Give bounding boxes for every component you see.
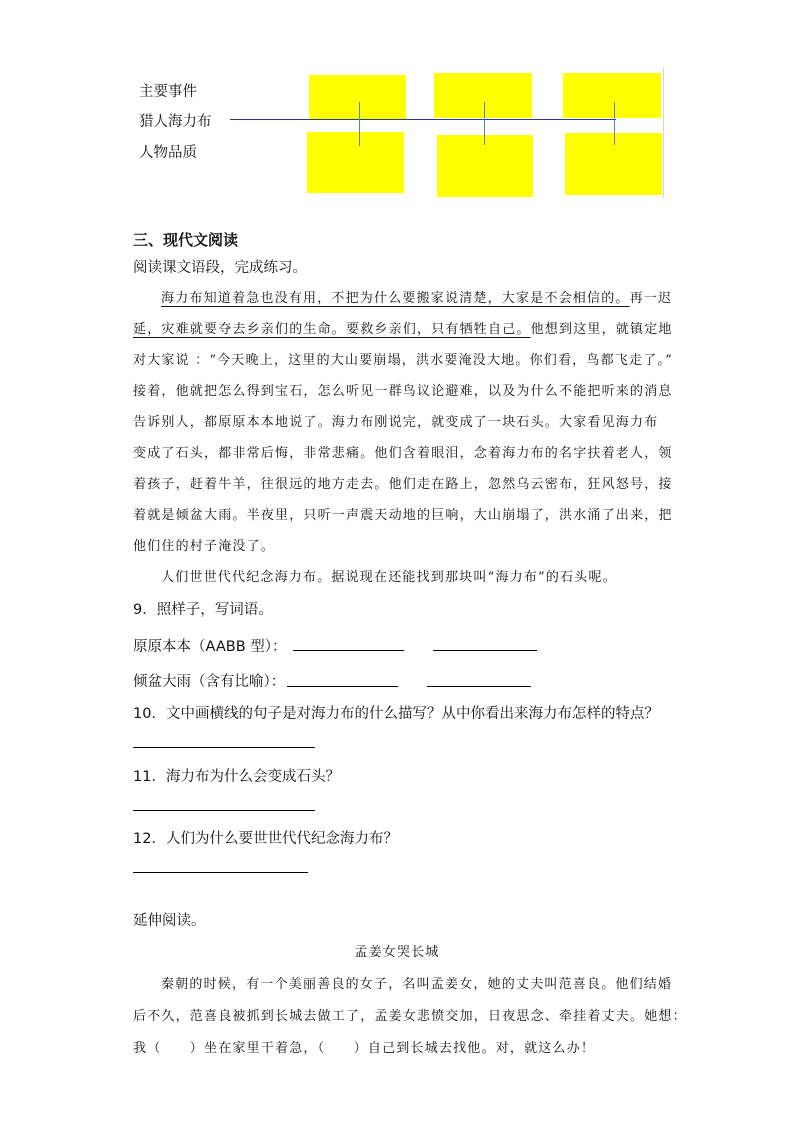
label-character-quality: 人物品质 <box>139 145 197 161</box>
passage-line-5: 告诉别人，都原原本本地说了。海力布刚说完，就变成了一块石头。大家看见海力布 <box>133 415 659 430</box>
extended-line-1: 秦朝的时候，有一个美丽善良的女子，名叫孟姜女，她的丈夫叫范喜良。他们结婚 <box>161 977 673 992</box>
question-11: 11．海力布为什么会变成石头？ <box>133 769 340 785</box>
passage-line-2: 延，灾难就要夺去乡亲们的生命。要救乡亲们，只有牺牲自己。他想到这里，就镇定地 <box>133 322 673 337</box>
section-instruction: 阅读课文语段，完成练习。 <box>133 260 307 276</box>
question-9b-label: 倾盆大雨（含有比喻）： <box>133 674 286 690</box>
passage-line-6: 变成了石头，都非常后悔，非常悲痛。他们含着眼泪，念着海力布的名字扶着老人，领 <box>133 446 673 461</box>
event-box-2 <box>434 73 532 118</box>
label-main-events: 主要事件 <box>139 84 197 100</box>
underlined-sentence-1: 海力布知道着急也没有用，不把为什么要搬家说清楚，大家是不会相信的。 <box>161 291 630 306</box>
question-9a-label: 原原本本（AABB 型）： <box>133 639 287 655</box>
passage-line-3: 对大家说 ：“今天晚上，这里的大山要崩塌，洪水要淹没大地。你们看，鸟都飞走了。” <box>133 353 673 368</box>
answer-line-9b-2[interactable] <box>427 686 531 687</box>
label-hunter-hailibu: 猎人海力布 <box>139 114 212 130</box>
extended-line-3: 我（ ）坐在家里干着急，（ ）自己到长城去找他。对，就这么办！ <box>133 1041 596 1056</box>
answer-line-11[interactable] <box>133 810 315 811</box>
extended-heading: 延伸阅读。 <box>133 913 206 929</box>
answer-line-9a-2[interactable] <box>433 650 537 651</box>
answer-line-12[interactable] <box>133 872 308 873</box>
underlined-sentence-2: 延，灾难就要夺去乡亲们的生命。要救乡亲们，只有牺牲自己。 <box>133 322 531 337</box>
passage-line-7: 着孩子，赶着牛羊，往很远的地方走去。他们走在路上，忽然乌云密布，狂风怒号，接 <box>133 477 673 492</box>
extended-title: 孟姜女哭长城 <box>354 945 440 960</box>
event-box-1 <box>309 75 406 120</box>
passage-line-10: 人们世世代代纪念海力布。据说现在还能找到那块叫“海力布”的石头呢。 <box>161 570 617 585</box>
passage-line-9: 他们住的村子淹没了。 <box>133 539 276 554</box>
timeline-line <box>230 119 616 120</box>
diagram-edge <box>663 68 664 198</box>
question-9: 9．照样子，写词语。 <box>133 602 273 618</box>
question-10: 10．文中画横线的句子是对海力布的什么描写？从中你看出来海力布怎样的特点？ <box>133 706 659 722</box>
quality-box-1 <box>307 132 404 193</box>
quality-box-2 <box>437 135 533 197</box>
timeline-tick-3 <box>614 102 615 145</box>
timeline-tick-1 <box>359 102 360 146</box>
timeline-tick-2 <box>484 102 485 145</box>
answer-line-9a-1[interactable] <box>293 650 404 651</box>
question-12: 12．人们为什么要世世代代纪念海力布？ <box>133 831 398 847</box>
event-box-3 <box>563 73 661 118</box>
passage-line-1: 海力布知道着急也没有用，不把为什么要搬家说清楚，大家是不会相信的。再一迟 <box>161 291 673 306</box>
passage-line-8: 着就是倾盆大雨。半夜里，只听一声震天动地的巨响，大山崩塌了，洪水涌了出来，把 <box>133 508 673 523</box>
section-heading: 三、现代文阅读 <box>133 231 239 249</box>
answer-line-10[interactable] <box>133 747 315 748</box>
passage-line-4: 接着，他就把怎么得到宝石，怎么听见一群鸟议论避难，以及为什么不能把听来的消息 <box>133 384 673 399</box>
answer-line-9b-1[interactable] <box>287 686 398 687</box>
extended-line-2: 后不久，范喜良被抓到长城去做工了，孟姜女悲愤交加，日夜思念、牵挂着丈夫。她想： <box>133 1009 687 1024</box>
